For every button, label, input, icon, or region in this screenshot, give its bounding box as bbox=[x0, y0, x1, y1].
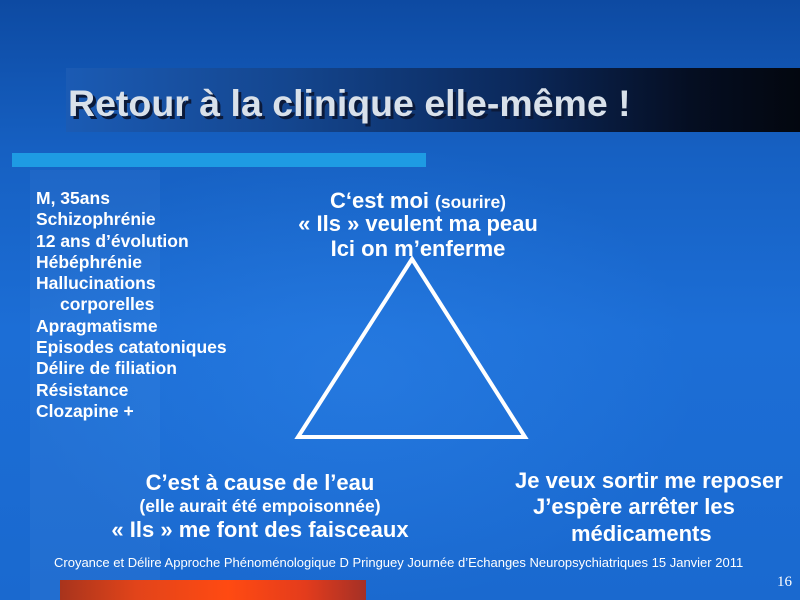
profile-item: corporelles bbox=[60, 294, 155, 315]
profile-item: Clozapine + bbox=[36, 400, 134, 421]
profile-item: Délire de filiation bbox=[36, 358, 177, 379]
profile-item: Hébéphrénie bbox=[36, 251, 142, 272]
triangle-shape bbox=[298, 259, 525, 437]
right-vertex-line-2: J’espère arrêter les bbox=[533, 494, 735, 519]
left-vertex-line-1: C’est à cause de l’eau bbox=[145, 470, 375, 495]
top-vertex-line-3: Ici on m’enferme bbox=[330, 236, 506, 261]
top-vertex-note: (sourire) bbox=[435, 192, 506, 212]
slide-footer: Croyance et Délire Approche Phénoménologique D Pringuey Journée d’Echanges Neuropsychiatriques 15 Janvier 2011 bbox=[54, 555, 744, 570]
right-vertex-line-3: médicaments bbox=[571, 521, 712, 546]
profile-item: Résistance bbox=[36, 379, 129, 400]
profile-item: Schizophrénie bbox=[36, 209, 156, 230]
right-vertex-line-1: Je veux sortir me reposer bbox=[515, 468, 783, 493]
profile-item: Hallucinations bbox=[36, 273, 156, 294]
left-vertex-line-2: « Ils » me font des faisceaux bbox=[111, 517, 409, 542]
profile-item: 12 ans d’évolution bbox=[36, 230, 189, 251]
profile-item: M, 35ans bbox=[36, 188, 110, 208]
top-vertex-line-2: « Ils » veulent ma peau bbox=[298, 211, 538, 236]
top-vertex-main: C‘est moi bbox=[329, 188, 430, 213]
page-number: 16 bbox=[777, 574, 792, 590]
profile-item: Episodes catatoniques bbox=[36, 337, 227, 358]
left-vertex-note: (elle aurait été empoisonnée) bbox=[139, 496, 381, 516]
slide-title: Retour à la clinique elle-même ! bbox=[68, 82, 631, 124]
profile-item: Apragmatisme bbox=[36, 315, 158, 336]
bottom-accent-bar bbox=[60, 580, 366, 600]
